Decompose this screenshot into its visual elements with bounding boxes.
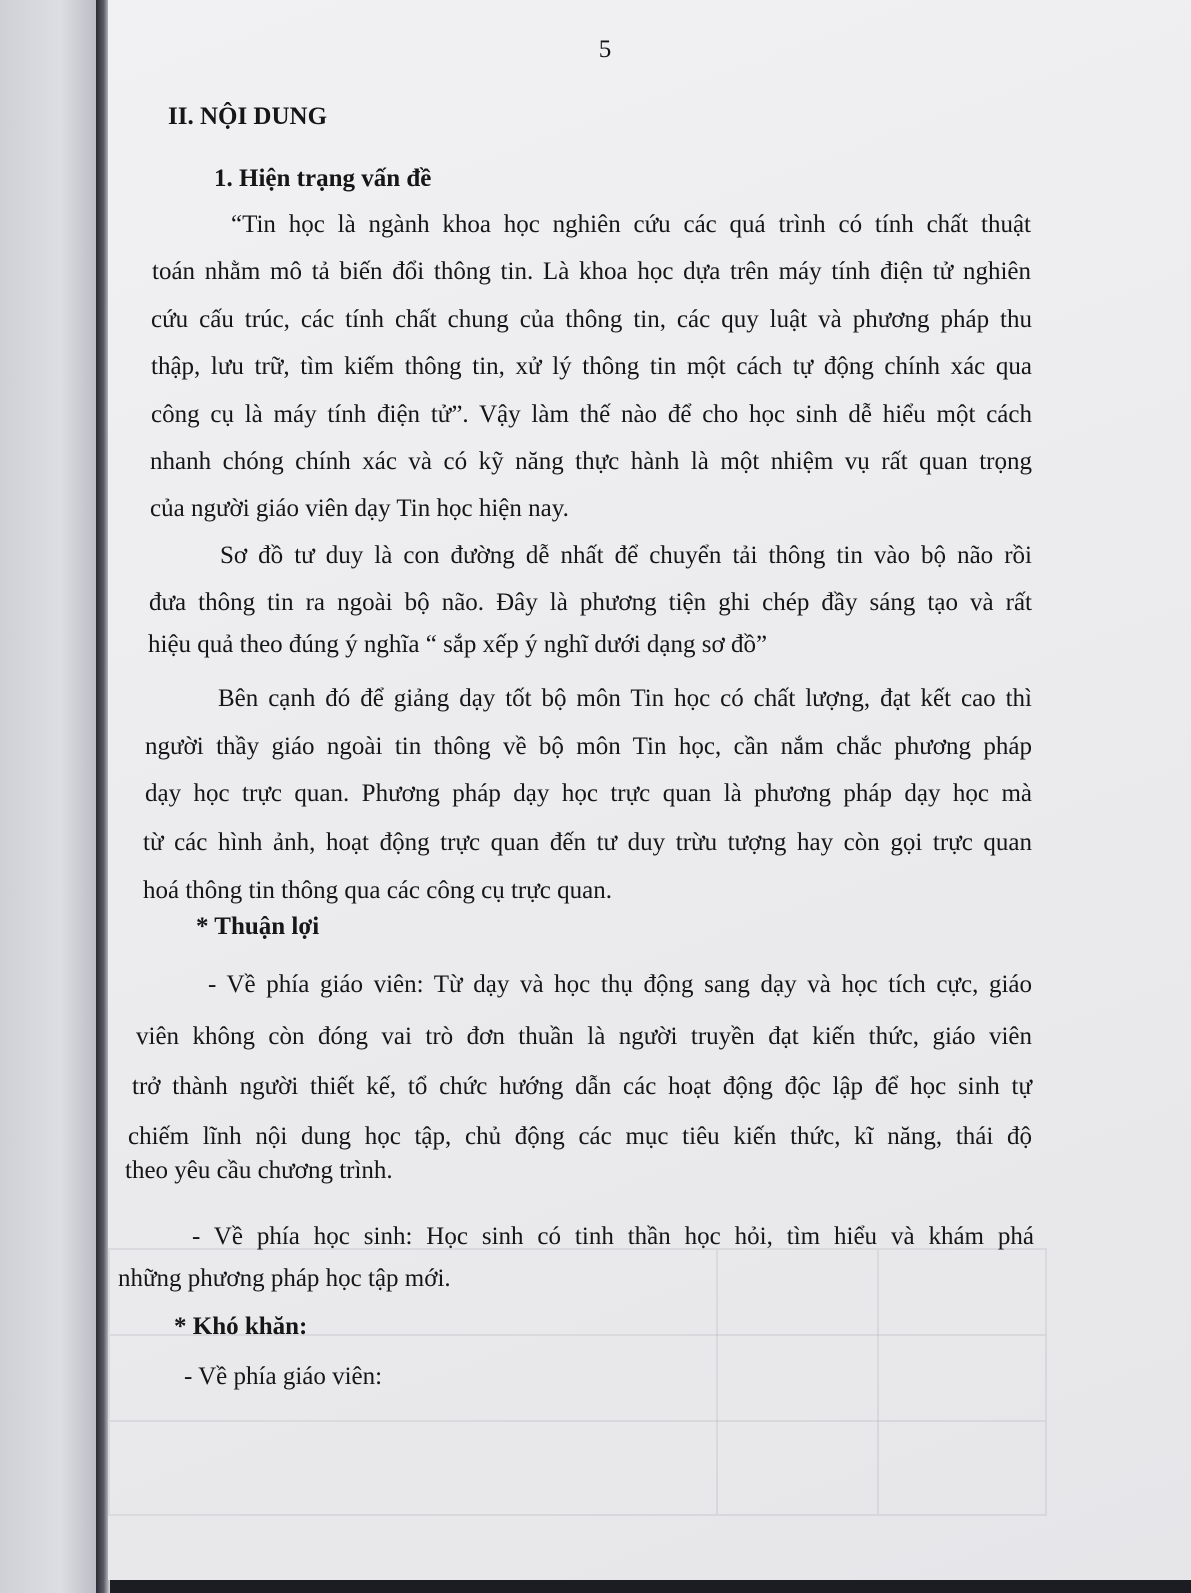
paragraph-line: thập, lưu trữ, tìm kiếm thông tin, xử lý thông tin một cách tự động chính xác qua — [151, 353, 1032, 380]
paragraph-line: công cụ là máy tính điện tử”. Vậy làm thế nào để cho học sinh dễ hiểu một cách — [151, 401, 1032, 428]
paragraph-line: hoá thông tin thông qua các công cụ trực quan. — [143, 877, 612, 904]
subsection-heading: 1. Hiện trạng vấn đề — [214, 165, 432, 192]
advantages-heading: * Thuận lợi — [196, 913, 320, 940]
paragraph-line: Bên cạnh đó để giảng dạy tốt bộ môn Tin học có chất lượng, đạt kết cao thì — [218, 685, 1032, 712]
paragraph-line: nhanh chóng chính xác và có kỹ năng thực hành là một nhiệm vụ rất quan trọng — [150, 448, 1032, 475]
paragraph-line: toán nhằm mô tả biến đổi thông tin. Là khoa học dựa trên máy tính điện tử nghiên — [152, 258, 1031, 285]
facing-page-edge — [0, 0, 100, 1593]
paragraph-line: từ các hình ảnh, hoạt động trực quan đến tư duy trừu tượng hay còn gọi trực quan — [143, 829, 1032, 856]
paragraph-line: cứu cấu trúc, các tính chất chung của thông tin, các quy luật và phương pháp thu — [151, 306, 1032, 333]
paragraph-line: theo yêu cầu chương trình. — [125, 1157, 393, 1184]
paragraph-line: trở thành người thiết kế, tổ chức hướng dẫn các hoạt động độc lập để học sinh tự — [132, 1073, 1032, 1100]
paragraph-line: những phương pháp học tập mới. — [118, 1265, 451, 1292]
page-number: 5 — [598, 36, 612, 63]
paragraph-line: “Tin học là ngành khoa học nghiên cứu các quá trình có tính chất thuật — [231, 211, 1031, 238]
paragraph-line: người thầy giáo ngoài tin thông về bộ môn Tin học, cần nắm chắc phương pháp — [145, 733, 1032, 760]
section-heading: II. NỘI DUNG — [168, 103, 328, 130]
paragraph-line: - Về phía giáo viên: Từ dạy và học thụ động sang dạy và học tích cực, giáo — [208, 971, 1032, 998]
paragraph-line: của người giáo viên dạy Tin học hiện nay. — [150, 495, 569, 522]
paragraph-line: hiệu quả theo đúng ý nghĩa “ sắp xếp ý nghĩ dưới dạng sơ đồ” — [148, 631, 768, 658]
paragraph-line: Sơ đồ tư duy là con đường dễ nhất để chuyển tải thông tin vào bộ não rồi — [220, 542, 1032, 569]
paragraph-line: đưa thông tin ra ngoài bộ não. Đây là phương tiện ghi chép đầy sáng tạo và rất — [149, 589, 1032, 616]
paragraph-line: chiếm lĩnh nội dung học tập, chủ động các mục tiêu kiến thức, kĩ năng, thái độ — [128, 1123, 1032, 1150]
paragraph-line: - Về phía học sinh: Học sinh có tinh thần học hỏi, tìm hiểu và khám phá — [192, 1223, 1034, 1250]
paragraph-line: viên không còn đóng vai trò đơn thuần là người truyền đạt kiến thức, giáo viên — [136, 1023, 1032, 1050]
paragraph-line: dạy học trực quan. Phương pháp dạy học trực quan là phương pháp dạy học mà — [145, 780, 1032, 807]
paragraph-line: - Về phía giáo viên: — [184, 1363, 383, 1390]
document-page — [108, 0, 1191, 1580]
difficulties-heading: * Khó khăn: — [174, 1313, 308, 1340]
